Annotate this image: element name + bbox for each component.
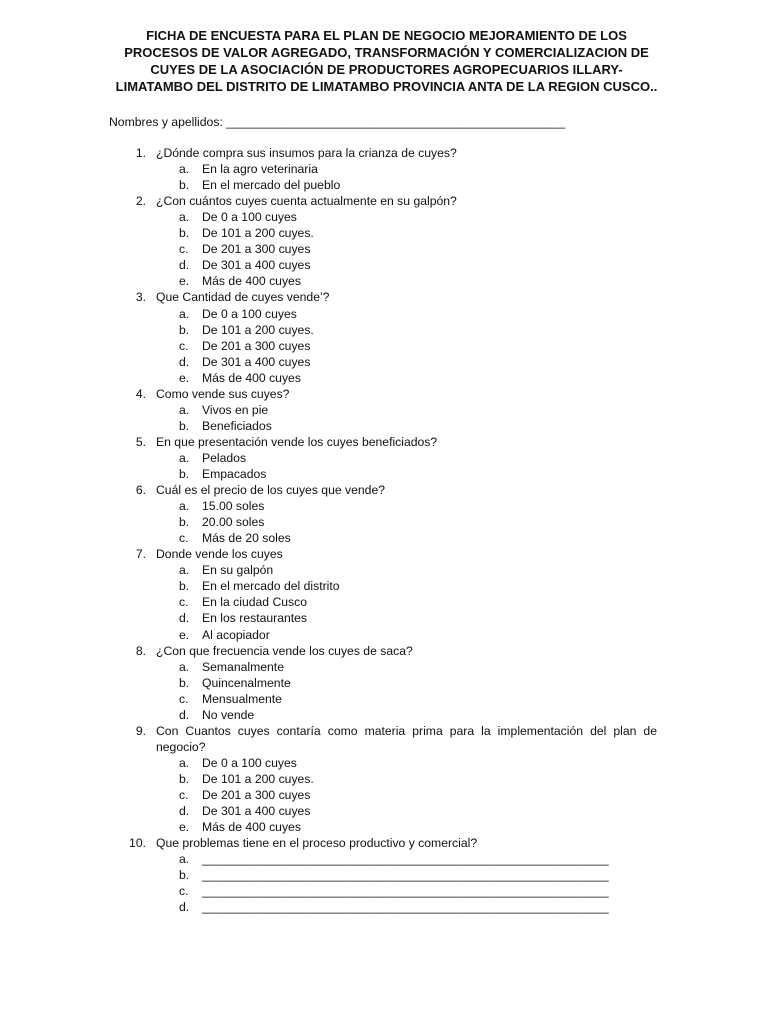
question-text: ¿Con que frecuencia vende los cuyes de saca? bbox=[156, 643, 413, 658]
option-letter: a. bbox=[179, 563, 190, 578]
option-text: Mensualmente bbox=[202, 691, 282, 706]
question-text: Con Cuantos cuyes contaría como materia prima para la implementación del plan de negocio? bbox=[156, 723, 657, 754]
option-letter: c. bbox=[179, 691, 189, 706]
title-line: PROCESOS DE VALOR AGREGADO, TRANSFORMACIÓN Y COMERCIALIZACION DE bbox=[124, 45, 649, 60]
option-text: En los restaurantes bbox=[202, 611, 308, 626]
question-text: ¿Con cuántos cuyes cuenta actualmente en su galpón? bbox=[156, 194, 457, 209]
option-text: En la ciudad Cusco bbox=[202, 595, 308, 610]
option-letter: a. bbox=[179, 402, 190, 417]
option-letter: b. bbox=[179, 322, 190, 337]
option-text: De 101 a 200 cuyes. bbox=[202, 771, 314, 786]
option-letter: e. bbox=[179, 274, 190, 289]
option-letter: c. bbox=[179, 595, 189, 610]
option-text: En el mercado del distrito bbox=[202, 579, 340, 594]
question-text: Que problemas tiene en el proceso productivo y comercial? bbox=[156, 836, 478, 851]
option-letter: a. bbox=[179, 852, 190, 867]
option-text: Beneficiados bbox=[202, 418, 272, 433]
option-letter: a. bbox=[179, 306, 190, 321]
option-letter: a. bbox=[179, 210, 190, 225]
option-letter: c. bbox=[179, 531, 189, 546]
question-text: Donde vende los cuyes bbox=[156, 547, 283, 562]
option-text: Pelados bbox=[202, 450, 247, 465]
answer-blank-line[interactable]: ____________________________________________________________ bbox=[202, 868, 609, 883]
option-text: De 201 a 300 cuyes bbox=[202, 242, 311, 257]
question-number: 8. bbox=[135, 643, 146, 658]
option-text: De 0 a 100 cuyes bbox=[202, 755, 297, 770]
question-text: En que presentación vende los cuyes beneficiados? bbox=[156, 434, 438, 449]
option-text: De 301 a 400 cuyes bbox=[202, 804, 311, 819]
question-number: 7. bbox=[135, 547, 146, 562]
option-text: De 201 a 300 cuyes bbox=[202, 788, 311, 802]
option-letter: d. bbox=[179, 900, 190, 915]
name-field-label: Nombres y apellidos: __________________________________________________ bbox=[109, 115, 566, 129]
question-number: 5. bbox=[135, 434, 146, 449]
option-letter: d. bbox=[179, 611, 190, 626]
option-text: De 301 a 400 cuyes bbox=[202, 354, 311, 369]
question-number: 10. bbox=[129, 836, 146, 851]
option-letter: a. bbox=[179, 162, 190, 177]
option-text: En la agro veterinaria bbox=[202, 162, 318, 177]
option-text: Más de 400 cuyes bbox=[202, 274, 301, 289]
answer-blank-line[interactable]: ____________________________________________________________ bbox=[202, 900, 609, 915]
option-text: 20.00 soles bbox=[202, 515, 265, 530]
question-number: 1. bbox=[135, 146, 146, 160]
title-line: LIMATAMBO DEL DISTRITO DE LIMATAMBO PROVINCIA ANTA DE LA REGION CUSCO.. bbox=[115, 79, 658, 94]
option-letter: c. bbox=[179, 884, 189, 899]
option-text: En su galpón bbox=[202, 563, 274, 578]
question-text: Como vende sus cuyes? bbox=[156, 386, 290, 401]
option-letter: b. bbox=[179, 868, 190, 883]
option-letter: d. bbox=[179, 354, 190, 369]
option-letter: b. bbox=[179, 771, 190, 786]
option-text: Quincenalmente bbox=[202, 675, 291, 690]
option-letter: a. bbox=[179, 659, 190, 674]
option-letter: b. bbox=[179, 418, 190, 433]
option-text: En el mercado del pueblo bbox=[202, 178, 341, 193]
option-text: Al acopiador bbox=[202, 627, 270, 642]
option-letter: e. bbox=[179, 820, 190, 835]
option-letter: b. bbox=[179, 579, 190, 594]
question-text: ¿Dónde compra sus insumos para la crianza de cuyes? bbox=[156, 146, 457, 160]
option-letter: a. bbox=[179, 499, 190, 514]
option-letter: b. bbox=[179, 178, 190, 193]
option-letter: b. bbox=[179, 226, 190, 241]
option-letter: a. bbox=[179, 755, 190, 770]
option-letter: b. bbox=[179, 515, 190, 530]
option-text: Más de 400 cuyes bbox=[202, 820, 301, 835]
option-letter: d. bbox=[179, 258, 190, 273]
option-letter: a. bbox=[179, 450, 190, 465]
option-letter: d. bbox=[179, 804, 190, 819]
question-text: Cuál es el precio de los cuyes que vende? bbox=[156, 483, 385, 498]
option-text: Empacados bbox=[202, 467, 267, 481]
question-text: Que Cantidad de cuyes vende’? bbox=[156, 290, 330, 305]
option-letter: c. bbox=[179, 242, 189, 257]
question-number: 4. bbox=[135, 386, 146, 401]
option-text: De 101 a 200 cuyes. bbox=[202, 322, 314, 337]
option-text: Más de 20 soles bbox=[202, 531, 291, 546]
option-letter: d. bbox=[179, 707, 190, 722]
question-number: 3. bbox=[135, 290, 146, 305]
option-letter: c. bbox=[179, 338, 189, 353]
title-line: FICHA DE ENCUESTA PARA EL PLAN DE NEGOCIO MEJORAMIENTO DE LOS bbox=[146, 28, 627, 43]
title-line: CUYES DE LA ASOCIACIÓN DE PRODUCTORES AGROPECUARIOS ILLARY- bbox=[150, 62, 623, 77]
answer-blank-line[interactable]: ____________________________________________________________ bbox=[202, 884, 609, 899]
option-text: Más de 400 cuyes bbox=[202, 370, 301, 385]
option-text: Semanalmente bbox=[202, 659, 284, 674]
survey-title bbox=[95, 27, 678, 95]
option-letter: c. bbox=[179, 788, 189, 802]
option-text: 15.00 soles bbox=[202, 499, 265, 514]
option-text: De 0 a 100 cuyes bbox=[202, 210, 297, 225]
question-number: 6. bbox=[135, 483, 146, 498]
option-text: De 101 a 200 cuyes. bbox=[202, 226, 314, 241]
option-text: Vivos en pie bbox=[202, 402, 269, 417]
option-letter: e. bbox=[179, 627, 190, 642]
question-number: 9. bbox=[135, 723, 146, 738]
answer-blank-line[interactable]: ____________________________________________________________ bbox=[202, 852, 609, 867]
option-letter: b. bbox=[179, 675, 190, 690]
option-text: De 201 a 300 cuyes bbox=[202, 338, 311, 353]
option-text: De 0 a 100 cuyes bbox=[202, 306, 297, 321]
option-letter: b. bbox=[179, 467, 190, 481]
option-text: No vende bbox=[202, 707, 255, 722]
option-text: De 301 a 400 cuyes bbox=[202, 258, 311, 273]
question-number: 2. bbox=[135, 194, 146, 209]
option-letter: e. bbox=[179, 370, 190, 385]
